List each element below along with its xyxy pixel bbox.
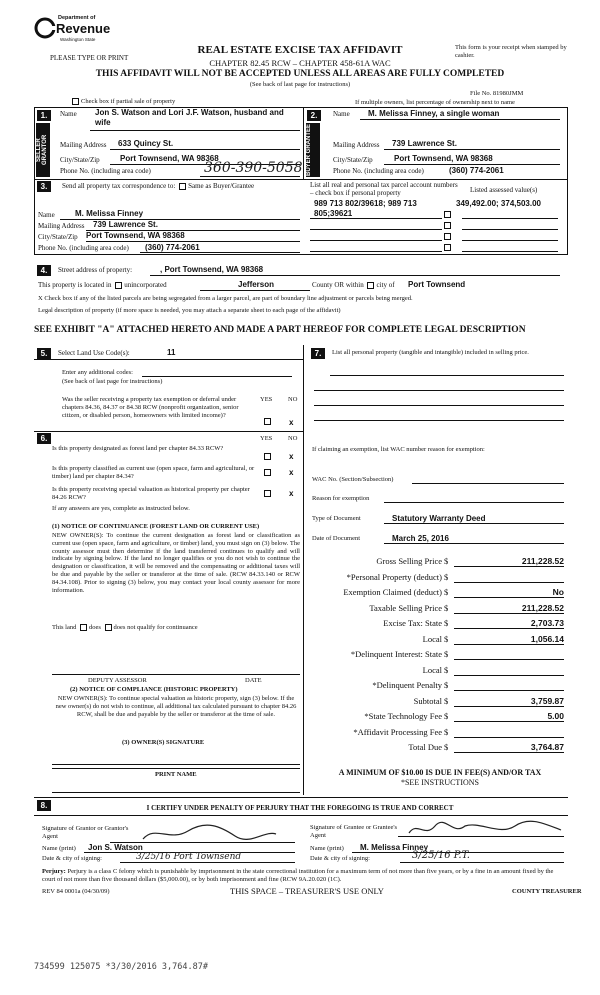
tax-corr-address: 739 Lawrence St. xyxy=(93,220,158,229)
exemption-yes-header: YES xyxy=(260,396,273,403)
tax-row-value: 2,703.73 xyxy=(530,618,564,628)
property-county: Jefferson xyxy=(238,280,275,289)
tax-row-currency: $ xyxy=(444,587,449,597)
perjury-text: Perjury is a class C felony which is punishable by imprisonment in the state correctional institution for a maximum term of not more than five years, or by a fine in an amount fixed by the court of not more than five thousand dollars ($5,000.00), or by both imprisonment and fine (RCW 9A.20.020 (1C). xyxy=(42,868,554,883)
seller-name-label: Name xyxy=(60,110,77,118)
see-instructions-note: *SEE INSTRUCTIONS xyxy=(400,778,479,787)
tax-row xyxy=(310,555,570,570)
tax-row-value: 1,056.14 xyxy=(530,633,564,644)
tax-row-line xyxy=(454,659,564,660)
partial-sale-checkbox[interactable] xyxy=(72,98,79,105)
tax-row-label: *Personal Property (deduct) xyxy=(346,571,442,582)
county-treasurer-label: COUNTY TREASURER xyxy=(512,888,582,895)
doc-date-label: Date of Document xyxy=(312,535,361,542)
historic-no-answer: x xyxy=(289,489,294,498)
treasurer-space-label: THIS SPACE – TREASURER'S USE ONLY xyxy=(230,886,384,896)
doc-type: Statutory Warranty Deed xyxy=(392,514,486,523)
tax-row-currency: $ xyxy=(444,711,449,721)
grantee-print-label: Name (print) xyxy=(310,845,344,852)
county-or-line xyxy=(312,281,395,289)
buyer-city-label: City/State/Zip xyxy=(333,156,373,164)
buyer-phone-label: Phone No. (including area code) xyxy=(333,167,424,175)
tax-row-currency: $ xyxy=(444,633,449,644)
tax-row-line xyxy=(454,566,564,567)
city-of-label: city of xyxy=(376,281,395,289)
grantor-print-name: Jon S. Watson xyxy=(88,843,143,852)
logo-dept: Department of xyxy=(58,15,96,21)
tax-row-label: Exemption Claimed (deduct) xyxy=(343,587,442,597)
seller-city-label: City/State/Zip xyxy=(60,156,100,164)
certify-title: I CERTIFY UNDER PENALTY OF PERJURY THAT THE FOREGOING IS TRUE AND CORRECT xyxy=(146,804,454,812)
property-street: , Port Townsend, WA 98368 xyxy=(160,265,264,274)
tax-row xyxy=(310,679,570,694)
tax-corr-line xyxy=(62,182,254,190)
tax-table xyxy=(310,555,570,755)
if-yes-note: If any answers are yes, complete as instructed below. xyxy=(52,505,190,512)
tax-row-line xyxy=(454,582,564,583)
property-city: Port Townsend xyxy=(408,280,466,289)
section-5-number: 5. xyxy=(37,348,51,359)
tax-row-line xyxy=(454,752,564,753)
perjury-notice xyxy=(42,868,568,884)
form-subtitle: CHAPTER 82.45 RCW – CHAPTER 458-61A WAC xyxy=(209,58,391,68)
current-use-no-answer: x xyxy=(289,468,294,477)
exemption-question: Was the seller receiving a property tax exemption or deferral under chapters 84.36, 84.37 or 84.38 RCW (nonprofit organization, senior citizen, or disabled person, homeowners with limited income)? xyxy=(62,396,239,419)
revenue-logo-icon xyxy=(34,17,56,39)
tax-row-label: Taxable Selling Price xyxy=(369,602,442,613)
tax-row-value: No xyxy=(552,587,564,597)
grantee-signature-label: Signature of Grantee or Grantee's Agent xyxy=(310,824,398,839)
receipt-note: This form is your receipt when stamped by cashier. xyxy=(455,44,567,59)
tax-row-label: Excise Tax: State xyxy=(383,618,442,628)
exemption-yes-checkbox[interactable] xyxy=(264,418,271,425)
section-7-number: 7. xyxy=(311,348,325,359)
same-as-buyer-checkbox[interactable] xyxy=(179,183,186,190)
unincorporated-checkbox[interactable] xyxy=(115,282,122,289)
tax-corr-name-label: Name xyxy=(38,211,55,219)
tax-corr-phone-label: Phone No. (including area code) xyxy=(38,244,129,252)
unincorporated-label: unincorporated xyxy=(124,281,167,289)
seller-address-label: Mailing Address xyxy=(60,141,107,149)
tax-row-currency: $ xyxy=(444,742,449,752)
file-number: File No. 81980JMM xyxy=(470,90,524,97)
buyer-address-label: Mailing Address xyxy=(333,141,380,149)
city-checkbox[interactable] xyxy=(367,282,374,289)
tax-row-currency: $ xyxy=(444,571,449,582)
parcel-2-checkbox[interactable] xyxy=(444,222,451,229)
grantor-signature xyxy=(140,822,280,844)
buyer-address: 739 Lawrence St. xyxy=(392,139,457,148)
historic-yes-checkbox[interactable] xyxy=(264,490,271,497)
tax-row-currency: $ xyxy=(444,664,449,675)
seller-name: Jon S. Watson and Lori J.F. Watson, husband and wife xyxy=(95,108,284,127)
segregated-note: X Check box if any of the listed parcels are being segregated from a larger parcel, are part of boundary line adjustment or parcels being merged. xyxy=(38,295,413,302)
tax-corr-city-label: City/State/Zip xyxy=(38,233,78,241)
minimum-fee-note: A MINIMUM OF $10.00 IS DUE IN FEE(S) AND/OR TAX xyxy=(338,768,542,777)
see-back-instructions: (See back of last page for instructions) xyxy=(249,81,351,88)
tax-row-value: 3,764.87 xyxy=(530,742,564,752)
county-or-label: County OR within xyxy=(312,281,364,289)
tax-row-currency: $ xyxy=(444,695,449,706)
tax-row-currency: $ xyxy=(444,618,449,628)
notice1-text: NEW OWNER(S): To continue the current designation as forest land or classification as current use (open space, farm and agriculture, or timber) land, you must sign on (3) below. The county assessor must then determine if the land transferred continues to qualify and will indicate by signing below. If the land no longer qualifies or you do not wish to continue the designation or classification, it will be removed and the compensating or additional taxes will be due and payable by the seller or transferor at the time of sale. (RCW 84.33.140 or RCW 84.34.108). Prior to signing (3) below, you may contact your local county assessor for more information. xyxy=(52,532,300,594)
seller-phone: 360-390-5058 xyxy=(204,160,303,176)
partial-sale-label: Check box if partial sale of property xyxy=(81,98,176,105)
tax-row-line xyxy=(454,690,564,691)
doc-date: March 25, 2016 xyxy=(392,534,449,543)
tax-row-currency: $ xyxy=(444,680,449,690)
buyer-phone: (360) 774-2061 xyxy=(449,166,504,175)
grantee-date-label: Date & city of signing: xyxy=(310,855,370,862)
tax-corr-label: Send all property tax correspondence to: xyxy=(62,182,176,190)
tax-row-label: *Delinquent Interest: State xyxy=(350,649,442,659)
revenue-logo xyxy=(34,15,111,47)
assessor-date-label: DATE xyxy=(245,677,262,684)
tax-row-label: Local xyxy=(422,664,442,675)
located-label: This property is located in xyxy=(38,281,112,289)
section-6-number: 6. xyxy=(37,433,51,444)
tax-row xyxy=(310,586,570,601)
buyer-city: Port Townsend, WA 98368 xyxy=(394,154,493,163)
parcel-numbers: 989 713 802/39618; 989 713 805;39621 xyxy=(314,199,417,218)
buyer-name-label: Name xyxy=(333,110,350,118)
notice1-title: (1) NOTICE OF CONTINUANCE (FOREST LAND OR CURRENT USE) xyxy=(52,523,260,530)
notice2-title: (2) NOTICE OF COMPLIANCE (HISTORIC PROPERTY) xyxy=(70,686,238,693)
exemption-wac-label: If claiming an exemption, list WAC number reason for exemption: xyxy=(312,446,485,453)
cashier-receipt-line: 734599 125075 *3/30/2016 3,764.87# xyxy=(34,962,208,972)
assessed-values: 349,492.00; 374,503.00 xyxy=(456,199,541,208)
tax-row-label: Gross Selling Price xyxy=(376,556,442,566)
seller-city: Port Townsend, WA 98368 xyxy=(120,154,219,163)
section-3-number: 3. xyxy=(37,181,51,192)
grantee-date-city: 3/25/16 P.T. xyxy=(412,850,470,861)
forest-no-answer: x xyxy=(289,452,294,461)
parcel-3-checkbox[interactable] xyxy=(444,233,451,240)
tax-row xyxy=(310,617,570,632)
exemption-no-header: NO xyxy=(288,396,298,403)
section-1-number: 1. xyxy=(37,110,51,121)
property-location-line xyxy=(38,281,167,289)
assessed-label: Listed assessed value(s) xyxy=(470,186,538,194)
section-8-number: 8. xyxy=(37,800,51,811)
partial-sale-line xyxy=(70,98,175,105)
does-not-label: does not qualify for continuance xyxy=(113,624,198,631)
tax-row-line xyxy=(454,721,564,722)
tax-row-value: 211,228.52 xyxy=(521,556,564,566)
seller-address: 633 Quincy St. xyxy=(118,139,174,148)
street-label: Street address of property: xyxy=(58,266,133,274)
exhibit-a-note: SEE EXHIBIT "A" ATTACHED HERETO AND MADE A PART HEREOF FOR COMPLETE LEGAL DESCRIPTION xyxy=(34,325,526,335)
tax-row-currency: $ xyxy=(444,602,449,613)
tax-corr-phone: (360) 774-2061 xyxy=(145,243,200,252)
tax-row xyxy=(310,726,570,741)
section-2-number: 2. xyxy=(307,110,321,121)
tax-row-value: 3,759.87 xyxy=(530,695,564,706)
owner-signature-label: (3) OWNER(S) SIGNATURE xyxy=(122,739,205,746)
land-use-label: Select Land Use Code(s): xyxy=(58,349,130,357)
tax-row-value: 5.00 xyxy=(547,711,564,721)
print-note: PLEASE TYPE OR PRINT xyxy=(50,54,129,62)
legal-description-note: Legal description of property (if more space is needed, you may attach a separate sheet to each page of the affidavit) xyxy=(38,307,341,314)
grantor-print-label: Name (print) xyxy=(42,845,76,852)
land-use-code: 11 xyxy=(167,348,176,357)
wac-number-label: WAC No. (Section/Subsection) xyxy=(312,476,394,483)
tax-row-line xyxy=(454,613,564,614)
exemption-reason-label: Reason for exemption xyxy=(312,495,370,502)
seller-side-label: SELLER GRANTOR xyxy=(36,123,50,177)
grantor-date-city: 3/25/16 Port Townsend xyxy=(136,852,242,862)
tax-row-line xyxy=(454,628,564,629)
current-use-question: Is this property classified as current use (open space, farm and agricultural, or timber) land per chapter 84.34? xyxy=(52,465,255,480)
grantor-signature-label: Signature of Grantor or Grantor's Agent xyxy=(42,825,129,840)
tax-row xyxy=(310,633,570,648)
perjury-label: Perjury: xyxy=(42,868,66,875)
tax-corr-name: M. Melissa Finney xyxy=(75,209,144,218)
land-use-see-back: (See back of last page for instructions) xyxy=(62,378,163,385)
multiple-owners-note: If multiple owners, list percentage of ownership next to name xyxy=(355,99,515,106)
tax-row-currency: $ xyxy=(444,556,449,566)
tax-row-line xyxy=(454,644,564,645)
does-not-qualify-checkbox[interactable] xyxy=(105,624,112,631)
grantee-print-name: M. Melissa Finney xyxy=(360,843,429,852)
tax-row-label: Subtotal xyxy=(413,695,442,706)
tax-row xyxy=(310,602,570,617)
logo-state: Washington State xyxy=(60,37,96,42)
historic-question: Is this property receiving special valuation as historical property per chapter 84.26 RCW? xyxy=(52,486,250,501)
tax-row-label: *Delinquent Penalty xyxy=(372,680,442,690)
section-4-number: 4. xyxy=(37,265,51,276)
tax-row-line xyxy=(454,597,564,598)
tax-row-line xyxy=(454,737,564,738)
tax-row-line xyxy=(454,675,564,676)
tax-row-label: Total Due xyxy=(408,742,442,752)
form-title: REAL ESTATE EXCISE TAX AFFIDAVIT xyxy=(197,44,403,56)
tax-row-value: 211,228.52 xyxy=(521,602,564,613)
does-qualify-checkbox[interactable] xyxy=(80,624,87,631)
logo-text: Revenue xyxy=(56,21,111,36)
section6-yes-header: YES xyxy=(260,435,273,442)
tax-row-label: *Affidavit Processing Fee xyxy=(353,726,442,737)
tax-row-currency: $ xyxy=(444,726,449,737)
tax-row-currency: $ xyxy=(444,649,449,659)
doc-type-label: Type of Document xyxy=(312,515,361,522)
tax-row xyxy=(310,710,570,725)
print-name-label: PRINT NAME xyxy=(155,771,197,778)
qualify-label: This land xyxy=(52,624,77,631)
forest-yes-checkbox[interactable] xyxy=(264,453,271,460)
buyer-side-label: BUYER GRANTEE xyxy=(306,123,320,177)
forest-land-question: Is this property designated as forest land per chapter 84.33 RCW? xyxy=(52,445,224,452)
tax-row xyxy=(310,695,570,710)
parcel-4-checkbox[interactable] xyxy=(444,244,451,251)
current-use-yes-checkbox[interactable] xyxy=(264,469,271,476)
exemption-no-answer: x xyxy=(289,418,294,427)
tax-corr-address-label: Mailing Address xyxy=(38,222,85,230)
parcel-1-checkbox[interactable] xyxy=(444,211,451,218)
additional-codes-label: Enter any additional codes: xyxy=(62,369,133,376)
section6-no-header: NO xyxy=(288,435,298,442)
parcels-label: List all real and personal tax parcel account numbers – check box if personal property xyxy=(310,181,458,197)
deputy-assessor-label: DEPUTY ASSESSOR xyxy=(88,677,147,684)
tax-row xyxy=(310,741,570,756)
same-as-buyer-label: Same as Buyer/Grantee xyxy=(188,182,255,190)
personal-property-label: List all personal property (tangible and intangible) included in selling price. xyxy=(332,349,529,356)
tax-row-line xyxy=(454,706,564,707)
tax-corr-city: Port Townsend, WA 98368 xyxy=(86,231,185,240)
tax-row-label: Local xyxy=(422,633,442,644)
tax-row xyxy=(310,571,570,586)
form-revision: REV 84 0001a (04/30/09) xyxy=(42,888,110,895)
grantor-date-label: Date & city of signing: xyxy=(42,855,102,862)
qualify-line xyxy=(52,624,198,631)
seller-phone-label: Phone No. (including area code) xyxy=(60,167,151,175)
buyer-name: M. Melissa Finney, a single woman xyxy=(368,109,500,118)
does-label: does xyxy=(89,624,101,631)
notice2-text: NEW OWNER(S): To continue special valuation as historic property, sign (3) below. If the new owner(s) do not wish to continue, all additional tax calculated pursuant to chapter 84.26 RCW, shall be due and payable by the seller or transferor at the time of sale. xyxy=(55,695,297,718)
tax-row-label: *State Technology Fee xyxy=(364,711,442,721)
form-warning: THIS AFFIDAVIT WILL NOT BE ACCEPTED UNLESS ALL AREAS ARE FULLY COMPLETED xyxy=(95,69,505,79)
tax-row xyxy=(310,664,570,679)
tax-row xyxy=(310,648,570,663)
